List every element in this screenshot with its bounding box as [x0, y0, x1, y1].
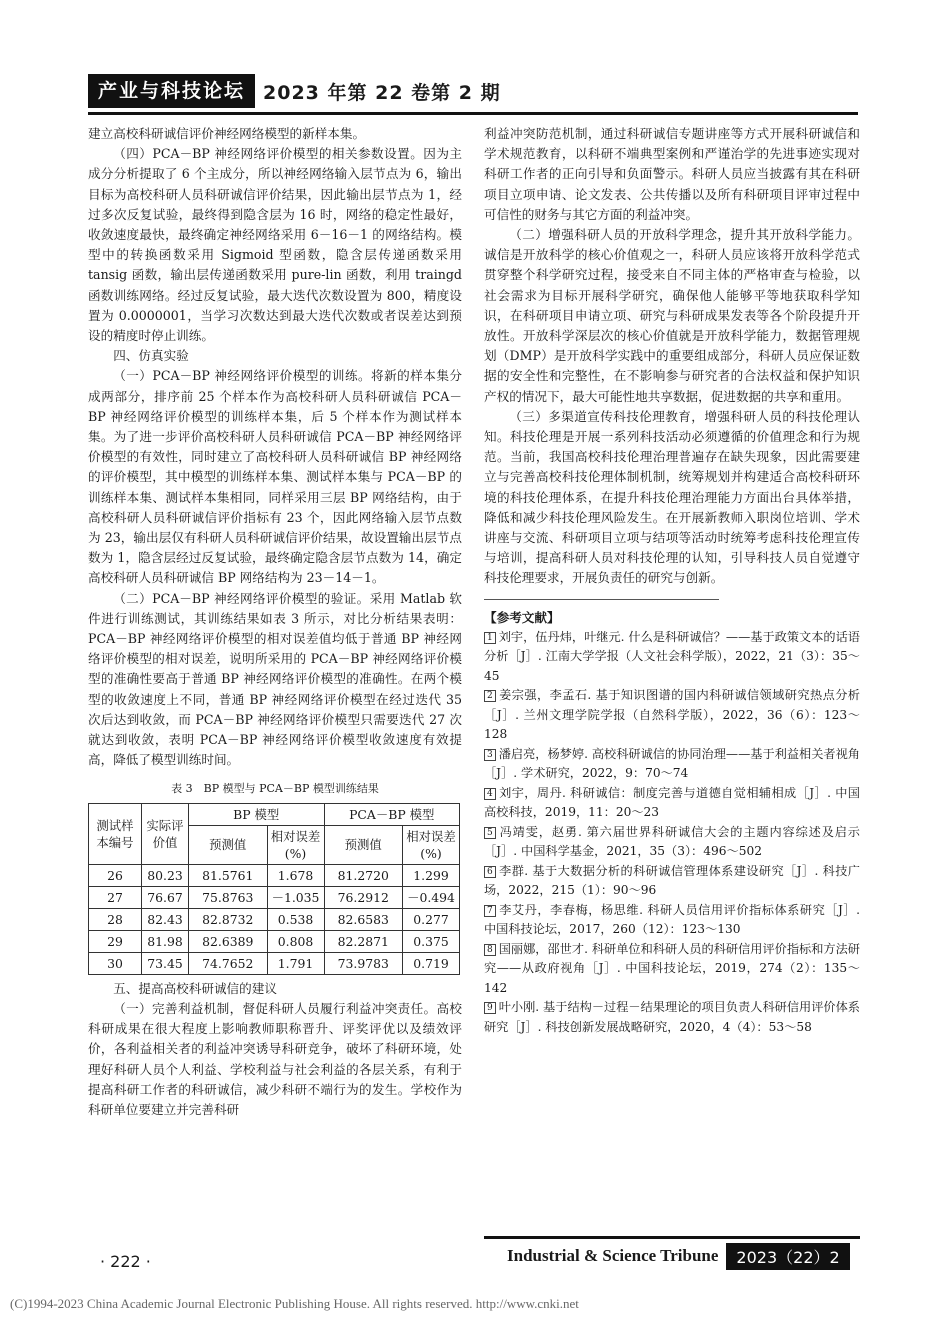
table-header: 实际评价值: [142, 803, 189, 864]
table-cell: 28: [89, 908, 142, 930]
references-divider: [484, 599, 719, 600]
table-header: BP 模型: [189, 803, 325, 825]
reference-text: 刘宇，伍丹炜，叶继元. 什么是科研诚信？——基于政策文本的话语分析［J］. 江南大学学报（人文社会科学版），2022，21（3）：35～45: [484, 629, 860, 683]
table-row: [89, 886, 460, 908]
reference-text: 姜宗强，李孟石. 基于知识图谱的国内科研诚信领域研究热点分析［J］. 兰州文理学院学报（自然科学版），2022，36（6）：123～128: [484, 688, 860, 742]
table-cell: 1.678: [267, 864, 324, 886]
table-header: PCA－BP 模型: [324, 803, 460, 825]
table-cell: 76.2912: [324, 886, 403, 908]
paragraph: 建立高校科研诚信评价神经网络模型的新样本集。: [88, 126, 366, 141]
paragraph: （一）PCA－BP 神经网络评价模型的训练。将新的样本集分成两部分，排序前 25 个样本作为高校科研人员科研诚信 PCA－BP 神经网络评价模型的训练样本集，后 5 个样本作为测试样本集。为了进一步评价高校科研人员科研诚信 PCA－BP 神经网络评价模型的有效性，同时建立了高校科研人员科研诚信 BP 神经网络的评价模型，其中模型的训练样本集、测试样本集与 PCA－BP 的训练样本集、测试样本集相同，同样采用三层 BP 网络结构，由于高校科研人员科研诚信评价指标有 23 个，因此网络输入层节点数为 23，输出层仅有科研人员科研诚信评价结果，故设置输出层节点数为 1，隐含层经过反复试验，最终确定隐含层节点数为 14，确定高校科研人员科研诚信 BP 网络结构为 23－14－1。: [88, 368, 462, 586]
reference-number: 1: [484, 632, 496, 644]
table-cell: 82.8732: [189, 908, 268, 930]
table-cell: 1.791: [267, 952, 324, 974]
table-cell: 81.2720: [324, 864, 403, 886]
reference-text: 刘宇，周丹. 科研诚信：制度完善与道德自觉相辅相成［J］. 中国高校科技，2019，11：20～23: [484, 785, 860, 820]
reference-item: [484, 628, 860, 687]
table-cell: 81.5761: [189, 864, 268, 886]
section-heading: 四、仿真实验: [113, 348, 189, 364]
table-cell: 82.43: [142, 908, 189, 930]
results-table: [88, 803, 460, 975]
paragraph: （三）多渠道宣传科技伦理教育，增强科研人员的科技伦理认知。科技伦理是开展一系列科技活动必须遵循的价值理念和行为规范。当前，我国高校科技伦理治理普遍存在缺失现象，因此需要建立与完善高校科技伦理体制机制，统筹规划并构建适合高校科研环境的科技伦理体系，在提升科技伦理治理能力方面出台具体举措，降低和减少科技伦理风险发生。在开展新教师入职岗位培训、学术讲座与交流、科研项目立项与结项等活动时统筹考虑科技伦理宣传与培训，提高科研人员对科技伦理的认知，引导科技人员自觉遵守科技伦理要求，开展负责任的研究与创新。: [484, 408, 860, 586]
paragraph: （一）完善利益机制，督促科研人员履行利益冲突责任。高校科研成果在很大程度上影响教师职称晋升、评奖评优以及绩效评价，各利益相关者的利益冲突诱导科研竞争，破坏了科研环境，处理好科研人员个人利益、学校利益与社会利益的各层关系，有利于提高科研工作者的科研诚信，减少科研不端行为的发生。学校作为科研单位要建立并完善科研: [88, 1000, 462, 1117]
reference-text: 冯靖雯，赵勇. 第六届世界科研诚信大会的主题内容综述及启示［J］. 中国科学基金，2021，35（3）：496～502: [484, 824, 860, 859]
reference-item: [484, 686, 860, 745]
table-cell: 29: [89, 930, 142, 952]
reference-text: 李艾丹，李春梅，杨思维. 科研人员信用评价指标体系研究［J］. 中国科技论坛，2017，260（12）：123～130: [484, 902, 860, 937]
reference-item: [484, 901, 860, 940]
table-cell: 30: [89, 952, 142, 974]
paragraph: （二）PCA－BP 神经网络评价模型的验证。采用 Matlab 软件进行训练测试，其训练结果如表 3 所示，对比分析结果表明：PCA－BP 神经网络评价模型的相对误差值均低于普通 BP 神经网络评价模型的相对误差，说明所采用的 PCA－BP 神经网络评价模型的准确性要高于普通 BP 神经网络评价模型的准确性。在两个模型的收敛速度上不同，普通 BP 神经网络评价模型在经过迭代 35 次后达到收敛，而 PCA－BP 神经网络评价模型只需要迭代 27 次就达到收敛，表明 PCA－BP 神经网络评价模型收敛速度有效提高，降低了模型训练时间。: [88, 590, 462, 768]
references-list: [484, 628, 860, 1038]
table-cell: 82.2871: [324, 930, 403, 952]
table-cell: 1.299: [403, 864, 460, 886]
left-column: [88, 124, 462, 1120]
journal-name: 产业与科技论坛: [88, 74, 255, 108]
reference-number: 9: [484, 1002, 496, 1014]
table-header: 相对误差(%): [267, 825, 324, 864]
table-caption: 表 3 BP 模型与 PCA－BP 模型训练结果: [171, 781, 379, 795]
reference-number: 8: [484, 944, 496, 956]
header-rule: [88, 112, 858, 115]
paragraph: （二）增强科研人员的开放科学理念，提升其开放科学能力。诚信是开放科学的核心价值观之一，科研人员应该将开放科学范式贯穿整个科学研究过程，接受来自不同主体的严格审查与检验，以社会需求为目标开展科学研究，确保他人能够平等地获取科学知识，在科研项目申请立项、研究与科研成果发表等各个阶段提升开放性。开放科学深层次的核心价值就是开放科学能力，数据管理规划（DMP）是开放科学实践中的重要组成部分，科研人员应保证数据的安全性和完整性，在不影响参与研究者的合法权益和保护知识产权的情况下，最大可能性地共享数据，促进数据的共享和重用。: [484, 227, 860, 404]
table-row: [89, 864, 460, 886]
table-cell: －1.035: [267, 886, 324, 908]
table-cell: 26: [89, 864, 142, 886]
reference-text: 叶小刚. 基于结构－过程－结果理论的项目负责人科研信用评价体系研究［J］. 科技创新发展战略研究，2020，4（4）：53～58: [484, 1000, 860, 1034]
table-cell: 81.98: [142, 930, 189, 952]
masthead: [88, 74, 501, 108]
table-cell: －0.494: [403, 886, 460, 908]
reference-item: [484, 998, 860, 1037]
table-cell: 0.808: [267, 930, 324, 952]
section-heading: 五、提高高校科研诚信的建议: [113, 980, 277, 996]
reference-item: [484, 940, 860, 999]
references-title: 【参考文献】: [484, 609, 560, 625]
reference-item: [484, 823, 860, 862]
reference-item: [484, 784, 860, 823]
table-cell: 0.538: [267, 908, 324, 930]
reference-number: 3: [484, 749, 496, 761]
reference-text: 潘启亮，杨梦婷. 高校科研诚信的协同治理——基于利益相关者视角［J］. 学术研究，2022，9：70～74: [484, 746, 860, 781]
table-row: [89, 908, 460, 930]
table-cell: 75.8763: [189, 886, 268, 908]
table-cell: 0.375: [403, 930, 460, 952]
reference-item: [484, 745, 860, 784]
journal-name-en: Industrial & Science Tribune: [507, 1246, 719, 1265]
page-number: · 222 ·: [100, 1252, 151, 1271]
table-cell: 80.23: [142, 864, 189, 886]
right-column: [484, 124, 860, 1037]
footer-rule: [484, 1236, 860, 1239]
table-cell: 82.6583: [324, 908, 403, 930]
reference-number: 6: [484, 866, 496, 878]
reference-text: 李群. 基于大数据分析的科研诚信管理体系建设研究［J］. 科技广场，2022，215（1）：90～96: [484, 863, 860, 898]
table-cell: 0.719: [403, 952, 460, 974]
table-cell: 0.277: [403, 908, 460, 930]
table-header: 预测值: [189, 825, 268, 864]
reference-item: [484, 862, 860, 901]
table-cell: 76.67: [142, 886, 189, 908]
issue-label: 2023 年第 22 卷第 2 期: [263, 81, 501, 104]
table-cell: 73.9783: [324, 952, 403, 974]
reference-number: 2: [484, 690, 496, 702]
table-cell: 74.7652: [189, 952, 268, 974]
reference-number: 5: [484, 827, 496, 839]
table-header: 相对误差(%): [403, 825, 460, 864]
table-cell: 82.6389: [189, 930, 268, 952]
table-row: [89, 952, 460, 974]
table-header: 测试样本编号: [89, 803, 142, 864]
reference-number: 7: [484, 905, 496, 917]
table-row: [89, 930, 460, 952]
paragraph: 利益冲突防范机制，通过科研诚信专题讲座等方式开展科研诚信和学术规范教育，以科研不端典型案例和严谨治学的先进事迹实现对科研工作者的正向引导和负面警示。科研人员应当披露有其在科研项目立项申请、论文发表、公共传播以及所有科研项目评审过程中可信性的财务与其它方面的利益冲突。: [484, 126, 860, 222]
copyright-notice: (C)1994-2023 China Academic Journal Electronic Publishing House. All rights reserved. http://www.cnki.net: [10, 1296, 579, 1311]
paragraph: （四）PCA－BP 神经网络评价模型的相关参数设置。因为主成分分析提取了 6 个主成分，所以神经网络输入层节点为 6，输出目标为高校科研人员科研诚信评价结果，因此输出层节点为 1，经过多次反复试验，最终得到隐含层为 16 时，网络的稳定性最好，收敛速度最快，最终确定神经网络采用 6－16－1 的网络结构。模型中的转换函数采用 Sigmoid 型函数，隐含层传递函数采用 tansig 函数，输出层传递函数采用 pure-lin 函数，利用 traingd 函数训练网络。经过反复试验，最大迭代次数设置为 800，精度设置为 0.0000001，当学习次数达到最大迭代次数或者误差达到预设的精度时停止训练。: [88, 146, 462, 344]
table-cell: 27: [89, 886, 142, 908]
table-cell: 73.45: [142, 952, 189, 974]
issue-badge: 2023（22）2: [726, 1243, 849, 1270]
table-header: 预测值: [324, 825, 403, 864]
reference-text: 国丽娜，邵世才. 科研单位和科研人员的科研信用评价指标和方法研究——从政府视角［J］. 中国科技论坛，2019，274（2）：135～142: [484, 941, 860, 995]
reference-number: 4: [484, 788, 496, 800]
footer-journal: [507, 1242, 850, 1270]
